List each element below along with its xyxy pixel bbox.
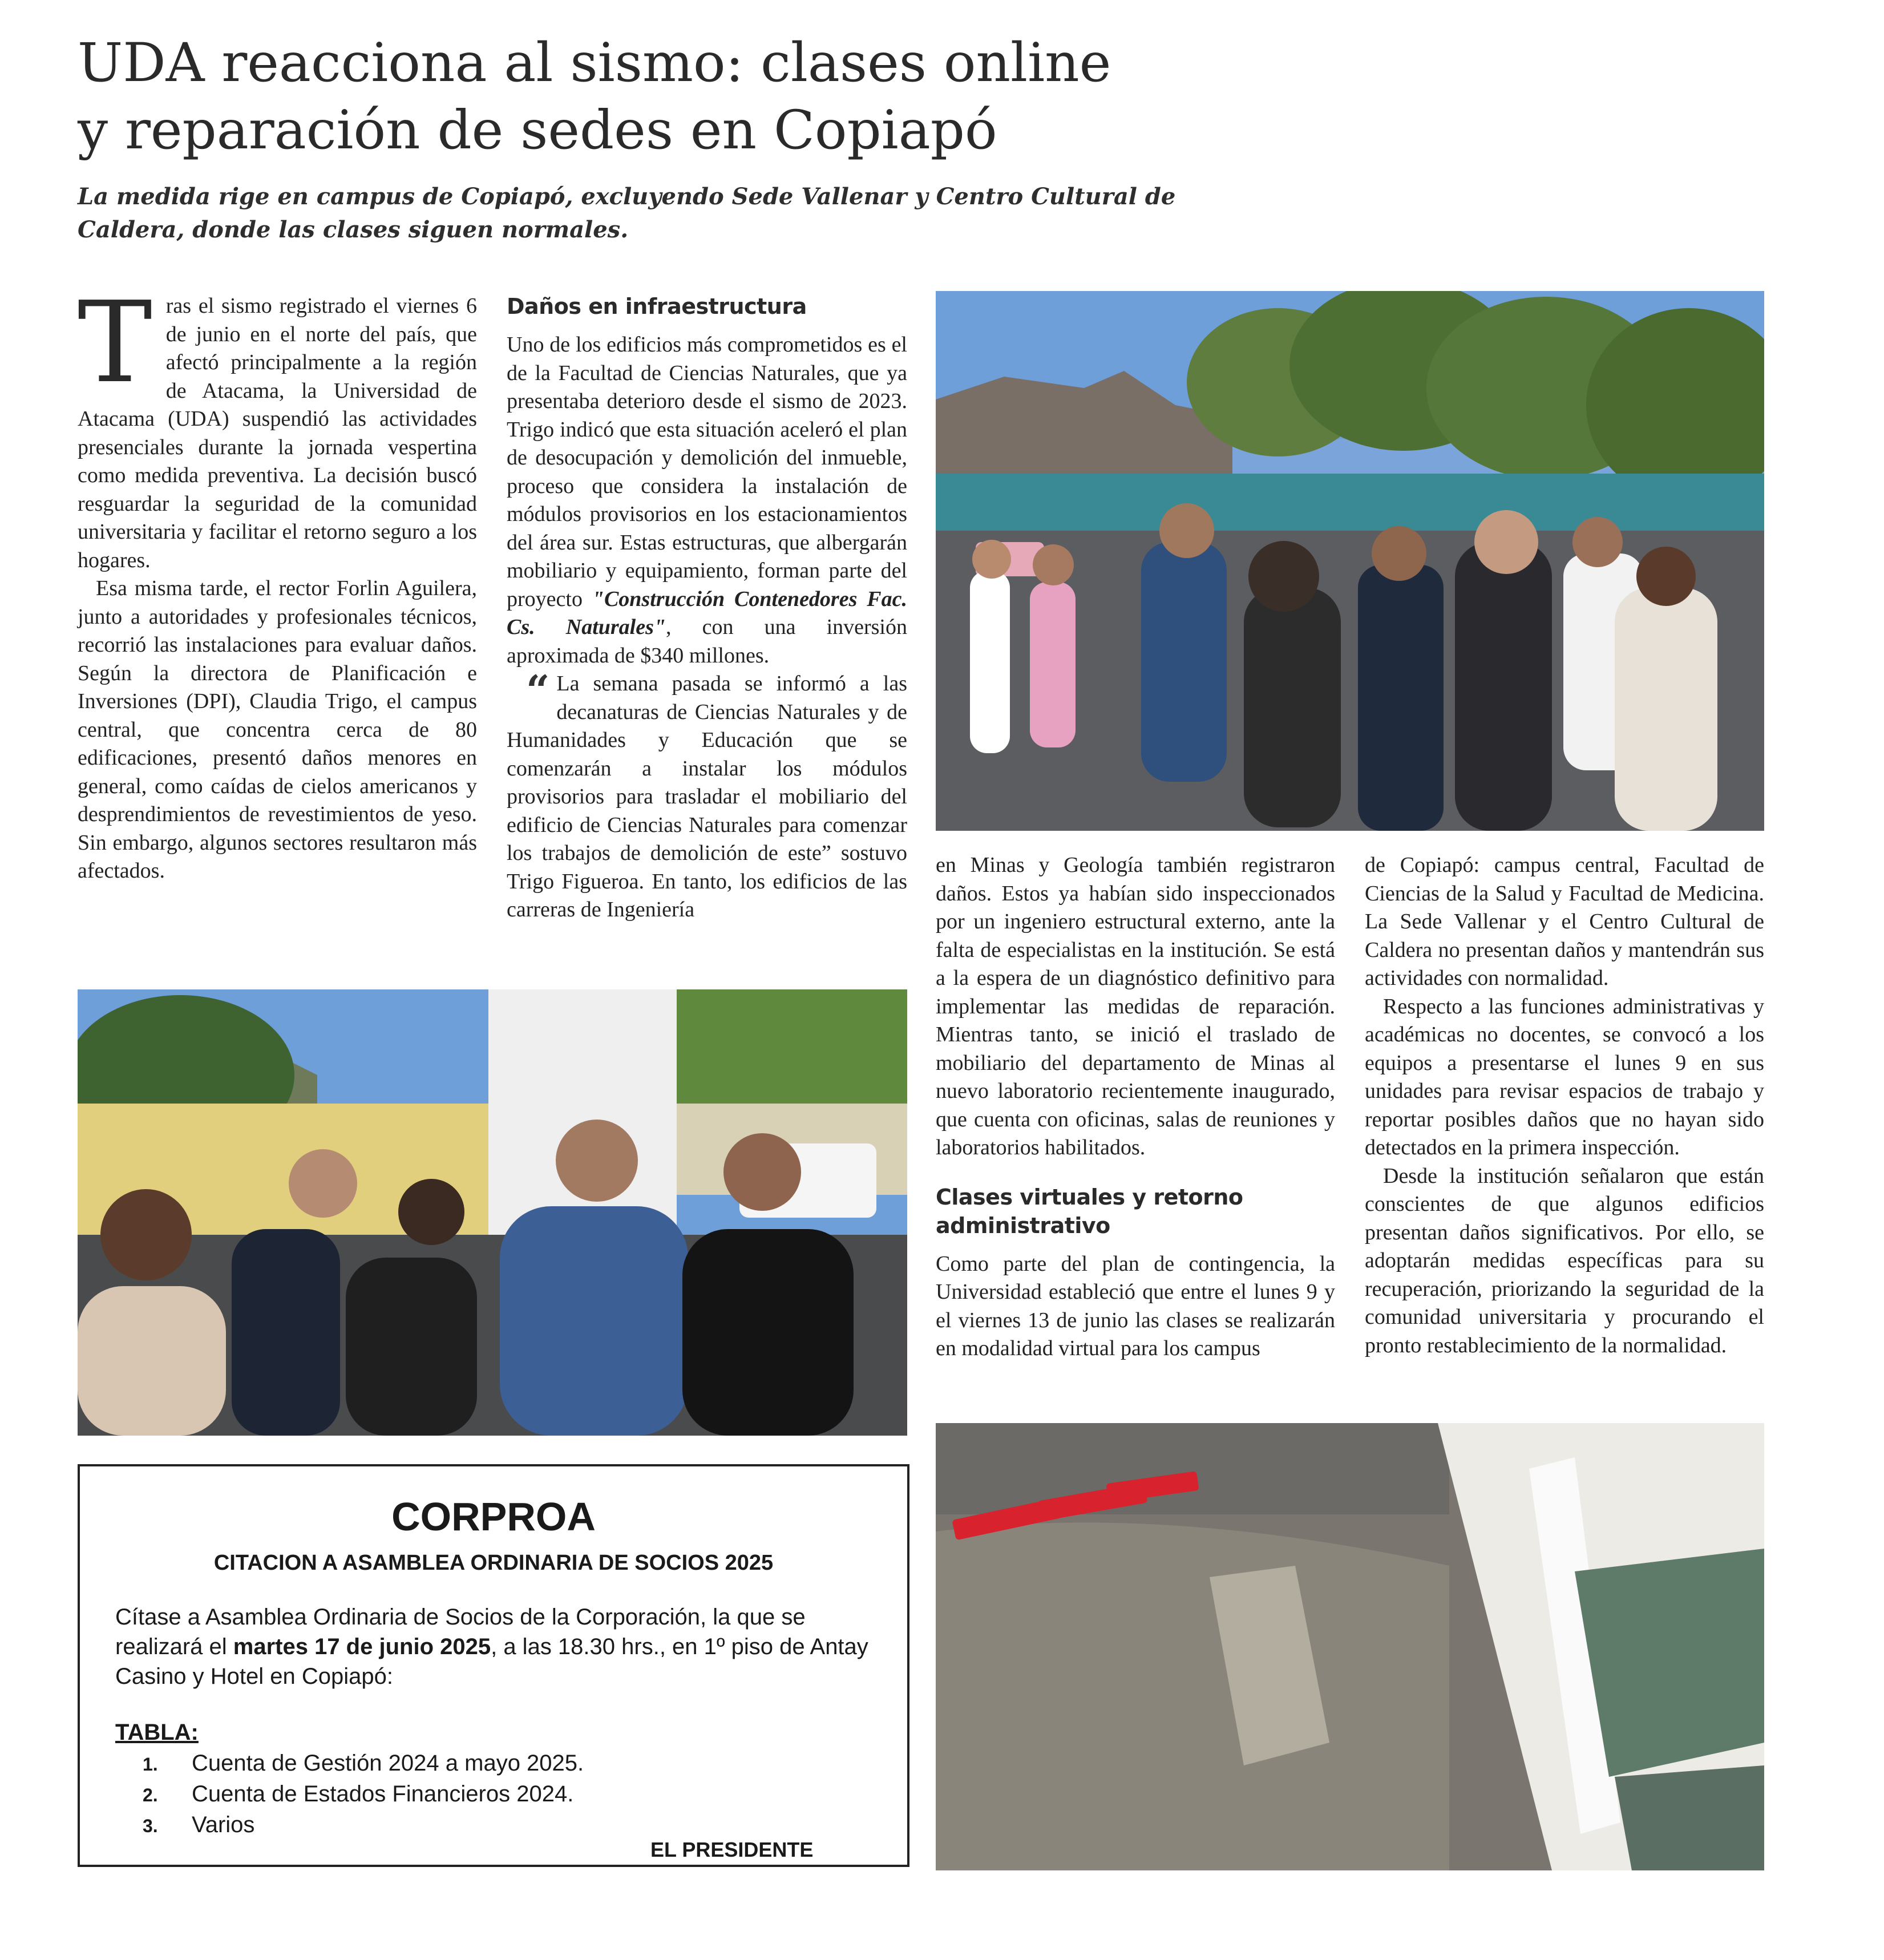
paragraph-intro [78,278,477,575]
article-column-4 [1365,851,1764,1360]
paragraph-administrativo: Respecto a las funciones administrativas y académicas no docentes, se convocó a los equipos a presentarse el lunes 9 en sus unidades para revisar espacios de trabajo y reportar posibles daños que no hayan sido detectados en la primera inspección. [1365,994,1764,1159]
agenda-item-number: 3. [143,1816,158,1836]
quote-mark-icon: “ [526,666,550,714]
photo-group-outdoor-image [936,291,1764,831]
photo-damage-courtyard [936,1423,1764,1870]
paragraph-quote [507,666,907,924]
corproa-notice [78,1464,909,1867]
notice-body-end: , a las 18.30 hrs., en 1º piso de Antay Casino y Hotel en Copiapó: [115,1634,868,1689]
subheadline [78,180,1219,246]
paragraph-minas: en Minas y Geología también registraron daños. Estos ya habían sido inspeccionados por un ingeniero estructural externo, ante la falta de especialistas en la institución. Se está a la espera de un diagnóstico definitivo para implementar las medidas de reparación. Mientras tanto, se inició el traslado de mobiliario del departamento de Minas al nuevo laboratorio recientemente inaugurado, que cuenta con oficinas, salas de reuniones y laboratorios habilitados. [936,853,1335,1159]
photo-group-outdoor [936,291,1764,831]
article-column-2 [507,292,907,924]
subheadline-line-2: Caldera, donde las clases siguen normales. [78,216,629,243]
section-heading-clases-virtuales: Clases virtuales y retorno administrativo [936,1184,1243,1238]
paragraph-ciencias-naturales-text: Uno de los edificios más comprometidos es el de la Facultad de Ciencias Naturales, que ya presentaba deterioro desde el sismo de 2023. Trigo indicó que esta situación aceleró el plan de desocupación y demolición del inmueble, proceso que considera la instalación de módulos provisorios en los estacionamientos del área sur. Estas estructuras, que albergarán mobiliario y equipamiento, forman parte del proyecto [507,333,907,611]
headline-line-2: y reparación de sedes en Copiapó [78,99,997,161]
photo-damage-courtyard-image [936,1423,1764,1870]
notice-body-text: Cítase a Asamblea Ordinaria de Socios de la Corporación, la que se realizará el [115,1605,806,1659]
paragraph-campus-list: de Copiapó: campus central, Facultad de Ciencias de la Salud y Facultad de Medicina. La Sede Vallenar y el Centro Cultural de Caldera no presentan daños y mantendrán sus actividades con normalidad. [1365,853,1764,990]
subheadline-line-1: La medida rige en campus de Copiapó, excluyendo Sede Vallenar y Centro Cultural de [78,183,1176,210]
drop-cap: T [78,278,152,408]
notice-tabla-label: TABLA: [115,1720,199,1745]
section-heading-infraestructura: Daños en infraestructura [507,294,807,319]
agenda-item-text: Cuenta de Estados Financieros 2024. [192,1781,574,1807]
article-column-3 [936,851,1335,1363]
notice-signature: EL PRESIDENTE [650,1838,814,1861]
paragraph-ciencias-naturales [507,331,907,670]
agenda-item [143,1748,584,1779]
project-name: "Construcción Contenedores Fac. Cs. Naturales" [507,587,907,639]
notice-body [115,1602,880,1691]
paragraph-ciencias-naturales-end: , con una inversión aproximada de $340 millones. [507,615,907,668]
paragraph-quote-text: La semana pasada se informó a las decanaturas de Ciencias Naturales y de Humanidades y Educación que se comenzarán a instalar los módulos provisorios para trasladar el mobiliario del edificio de Ciencias Naturales para comenzar los trabajos de demolición de este” sostuvo Trigo Figueroa. En tanto, los edificios de las carreras de Ingeniería [507,672,907,922]
notice-agenda-list [143,1748,584,1841]
notice-org-name: CORPROA [391,1494,596,1539]
agenda-item-number: 1. [143,1754,158,1775]
notice-citation-title: CITACION A ASAMBLEA ORDINARIA DE SOCIOS 2025 [213,1551,774,1575]
article-column-1 [78,278,477,886]
photo-group-building [78,989,907,1436]
paragraph-conclusion: Desde la institución señalaron que están conscientes de que algunos edificios presentan daños significativos. Por ello, se adoptarán medidas específicas para su recuperación, priorizando la seguridad de la comunidad universitaria y procurando el pronto restablecimiento de la normalidad. [1365,1163,1764,1357]
agenda-item [143,1779,584,1810]
headline [78,30,1447,164]
paragraph-contingencia: Como parte del plan de contingencia, la Universidad estableció que entre el lunes 9 y el viernes 13 de junio las clases se realizarán en modalidad virtual para los campus [936,1251,1335,1360]
photo-group-building-image [78,989,907,1436]
paragraph-rector-visit: Esa misma tarde, el rector Forlin Aguilera, junto a autoridades y profesionales técnicos, recorrió las instalaciones para evaluar daños. Según la directora de Planificación e Inversiones (DPI), Claudia Trigo, el campus central, que concentra cerca de 80 edificaciones, presentó daños menores en general, como caídas de cielos americanos y desprendimientos de revestimientos de yeso. Sin embargo, algunos sectores resultaron más afectados. [78,576,477,883]
agenda-item-number: 2. [143,1785,158,1805]
paragraph-intro-text: ras el sismo registrado el viernes 6 de junio en el norte del país, que afectó principalmente a la región de Atacama, la Universidad de Atacama (UDA) suspendió las actividades presenciales durante la jornada vespertina como medida preventiva. La decisión buscó resguardar la seguridad de la comunidad universitaria y facilitar el retorno seguro a los hogares. [78,294,477,572]
headline-line-1: UDA reacciona al sismo: clases online [78,32,1111,94]
agenda-item-text: Varios [192,1812,255,1837]
notice-date: martes 17 de junio 2025 [233,1634,491,1659]
agenda-item-text: Cuenta de Gestión 2024 a mayo 2025. [192,1751,584,1776]
agenda-item [143,1810,584,1841]
